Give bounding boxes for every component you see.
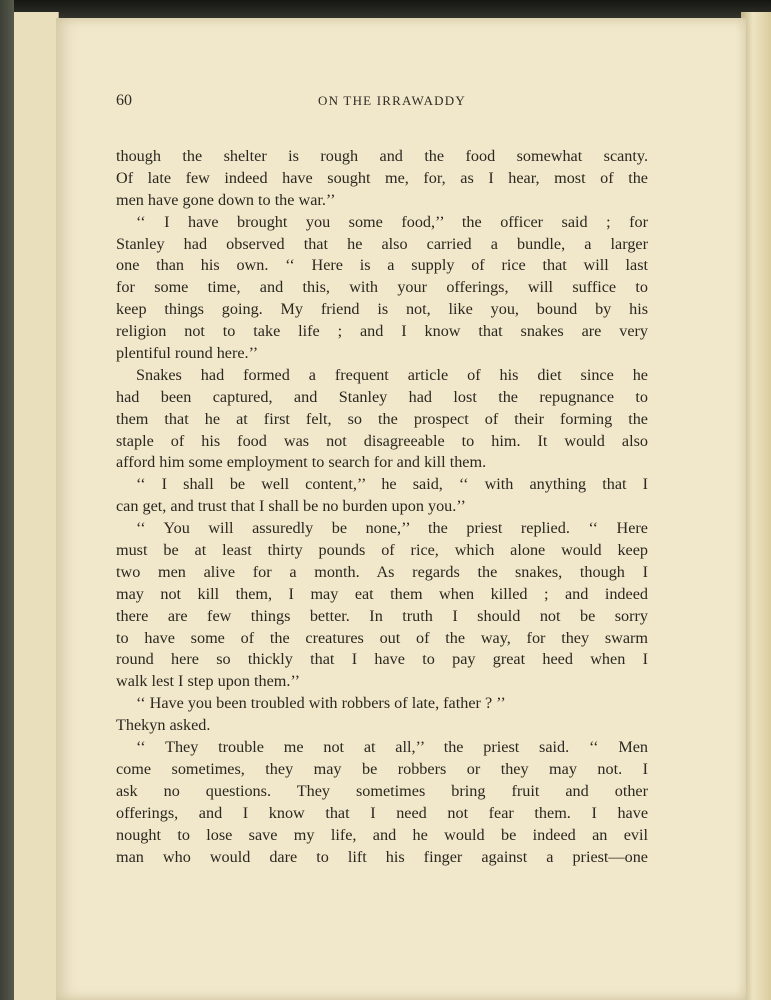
text-line: two men alive for a month. As regards the snakes, though I xyxy=(116,562,648,581)
text-line: must be at least thirty pounds of rice, which alone would keep xyxy=(116,541,648,560)
text-line: can get, and trust that I shall be no burden upon you.’’ xyxy=(116,497,466,516)
text-line: religion not to take life ; and I know that snakes are very xyxy=(116,322,648,341)
text-line: there are few things better. In truth I should not be sorry xyxy=(116,606,648,625)
text-line: round here so thickly that I have to pay great heed when I xyxy=(116,650,648,669)
text-line: one than his own. ‘‘ Here is a supply of rice that will last xyxy=(116,256,648,275)
page-number: 60 xyxy=(116,92,132,109)
book-spine xyxy=(0,0,14,1000)
text-line: nought to lose save my life, and he would be indeed an evil xyxy=(116,825,648,844)
text-line: may not kill them, I may eat them when killed ; and indeed xyxy=(116,584,648,603)
text-line: offerings, and I know that I need not fear them. I have xyxy=(116,803,648,822)
text-line: Snakes had formed a frequent article of his diet since he xyxy=(136,365,648,384)
text-line: for some time, and this, with your offerings, will suffice to xyxy=(116,278,648,297)
text-line: Thekyn asked. xyxy=(116,716,211,735)
text-line: keep things going. My friend is not, like you, bound by his xyxy=(116,300,648,319)
text-line: men have gone down to the war.’’ xyxy=(116,190,336,209)
text-line: ‘‘ Have you been troubled with robbers of late, father ? ’’ xyxy=(136,694,506,713)
text-line: had been captured, and Stanley had lost the repugnance to xyxy=(116,387,648,406)
text-line: to have some of the creatures out of the way, for they swarm xyxy=(116,628,648,647)
text-line: ‘‘ You will assuredly be none,’’ the priest replied. ‘‘ Here xyxy=(136,519,648,538)
text-line: man who would dare to lift his finger against a priest—one xyxy=(116,847,648,866)
text-line: come sometimes, they may be robbers or they may not. I xyxy=(116,759,648,778)
text-line: them that he at first felt, so the prospect of their forming the xyxy=(116,409,648,428)
running-head xyxy=(116,92,648,112)
text-line: staple of his food was not disagreeable to him. It would also xyxy=(116,431,648,450)
text-line: ‘‘ They trouble me not at all,’’ the priest said. ‘‘ Men xyxy=(136,738,648,757)
text-line: ‘‘ I have brought you some food,’’ the officer said ; for xyxy=(136,212,648,231)
text-line: walk lest I step upon them.’’ xyxy=(116,672,301,691)
text-line: ask no questions. They sometimes bring fruit and other xyxy=(116,781,648,800)
body-text xyxy=(116,146,648,868)
running-title: ON THE IRRAWADDY xyxy=(318,93,466,108)
text-line: afford him some employment to search for and kill them. xyxy=(116,453,487,472)
text-line: Of late few indeed have sought me, for, as I hear, most of the xyxy=(116,168,648,187)
text-line: ‘‘ I shall be well content,’’ he said, ‘‘ with anything that I xyxy=(136,475,648,494)
text-line: though the shelter is rough and the food somewhat scanty. xyxy=(116,147,648,165)
text-line: Stanley had observed that he also carried a bundle, a larger xyxy=(116,234,648,253)
text-line: plentiful round here.’’ xyxy=(116,344,259,363)
